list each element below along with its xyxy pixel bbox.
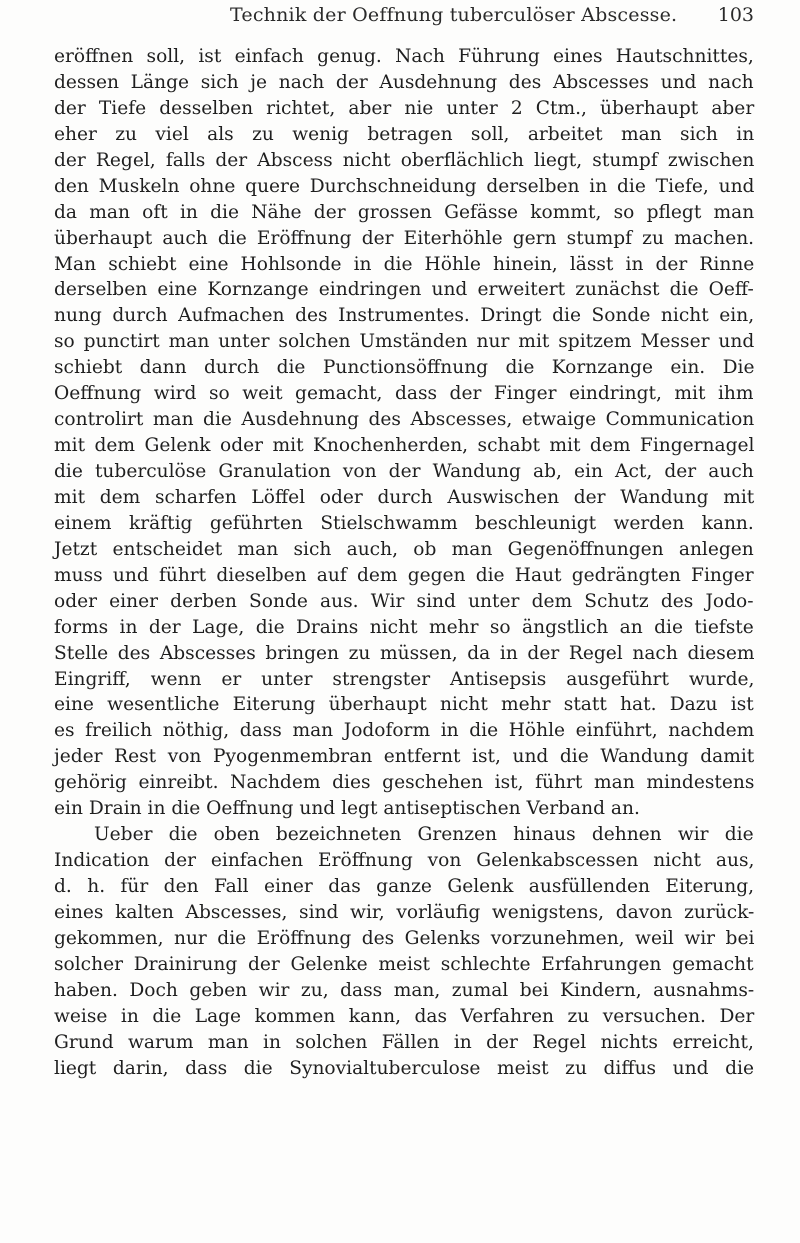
text-line: oder einer derben Sonde aus. Wir sind unter dem Schutz des Jodo- [54, 590, 754, 612]
text-line: Man schiebt eine Hohlsonde in die Höhle hinein, lässt in der Rinne [54, 253, 755, 275]
text-line: Jetzt entscheidet man sich auch, ob man Gegenöffnungen anlegen [54, 538, 754, 560]
text-line: gehörig einreibt. Nachdem dies geschehen ist, führt man mindestens [54, 772, 755, 794]
text-line: so punctirt man unter solchen Umständen nur mit spitzem Messer und [54, 331, 755, 353]
text-line: der Regel, falls der Abscess nicht oberflächlich liegt, stumpf zwischen [54, 149, 755, 171]
text-line: es freilich nöthig, dass man Jodoform in die Höhle einführt, nachdem [54, 720, 755, 742]
text-line: solcher Drainirung der Gelenke meist schlechte Erfahrungen gemacht [54, 953, 754, 975]
running-head-title: Technik der Oeffnung tuberculöser Abscesse. [230, 4, 678, 26]
text-line: jeder Rest von Pyogenmembran entfernt ist, und die Wandung damit [54, 746, 755, 768]
text-line: dessen Länge sich je nach der Ausdehnung des Abscesses und nach [54, 71, 754, 93]
body-text [54, 44, 754, 1082]
text-line: eine wesentliche Eiterung überhaupt nicht mehr statt hat. Dazu ist [54, 694, 754, 716]
text-line: Indication der einfachen Eröffnung von Gelenkabscessen nicht aus, [54, 850, 755, 872]
text-line: schiebt dann durch die Punctionsöffnung die Kornzange ein. Die [54, 357, 755, 379]
text-line: forms in der Lage, die Drains nicht mehr so ängstlich an die tiefste [54, 616, 754, 638]
text-line: mit dem scharfen Löffel oder durch Auswischen der Wandung mit [54, 486, 755, 508]
paragraph-end-line: ein Drain in die Oeffnung und legt antiseptischen Verband an. [54, 798, 640, 820]
text-line: mit dem Gelenk oder mit Knochenherden, schabt mit dem Fingernagel [54, 435, 755, 457]
text-line: Stelle des Abscesses bringen zu müssen, da in der Regel nach diesem [54, 642, 755, 664]
text-line: liegt darin, dass die Synovialtuberculose meist zu diffus und die [54, 1057, 754, 1079]
text-line: d. h. für den Fall einer das ganze Gelenk ausfüllenden Eiterung, [54, 876, 755, 897]
text-line: haben. Doch geben wir zu, dass man, zumal bei Kindern, ausnahms- [54, 979, 755, 1001]
text-line: die tuberculöse Granulation von der Wandung ab, ein Act, der auch [54, 461, 754, 482]
text-line: einem kräftig geführten Stielschwamm beschleunigt werden kann. [54, 512, 754, 534]
text-line: Eingriff, wenn er unter strengster Antisepsis ausgeführt wurde, [54, 668, 755, 690]
text-line: muss und führt dieselben auf dem gegen die Haut gedrängten Finger [54, 564, 754, 586]
text-line: eher zu viel als zu wenig betragen soll, arbeitet man sich in [54, 123, 755, 145]
running-head [54, 4, 754, 32]
text-line: controlirt man die Ausdehnung des Abscesses, etwaige Communication [54, 409, 755, 431]
text-line: weise in die Lage kommen kann, das Verfahren zu versuchen. Der [54, 1005, 755, 1027]
text-line: Grund warum man in solchen Fällen in der Regel nichts erreicht, [54, 1031, 754, 1053]
text-line: den Muskeln ohne quere Durchschneidung derselben in die Tiefe, und [54, 175, 755, 197]
text-line: überhaupt auch die Eröffnung der Eiterhöhle gern stumpf zu machen. [54, 227, 755, 249]
text-line: der Tiefe desselben richtet, aber nie unter 2 Ctm., überhaupt aber [54, 97, 755, 119]
text-line: nung durch Aufmachen des Instrumentes. Dringt die Sonde nicht ein, [54, 305, 755, 327]
paragraph-start-line: Ueber die oben bezeichneten Grenzen hinaus dehnen wir die [94, 824, 754, 846]
page-number: 103 [717, 4, 754, 26]
text-line: derselben eine Kornzange eindringen und erweitert zunächst die Oeff- [54, 279, 754, 301]
text-line: eines kalten Abscesses, sind wir, vorläufig wenigstens, davon zurück- [54, 901, 755, 923]
text-line: eröffnen soll, ist einfach genug. Nach Führung eines Hautschnittes, [54, 46, 754, 67]
text-line: Oeffnung wird so weit gemacht, dass der Finger eindringt, mit ihm [54, 383, 754, 405]
text-line: da man oft in die Nähe der grossen Gefässe kommt, so pflegt man [54, 201, 755, 223]
text-line: gekommen, nur die Eröffnung des Gelenks vorzunehmen, weil wir bei [54, 927, 755, 949]
